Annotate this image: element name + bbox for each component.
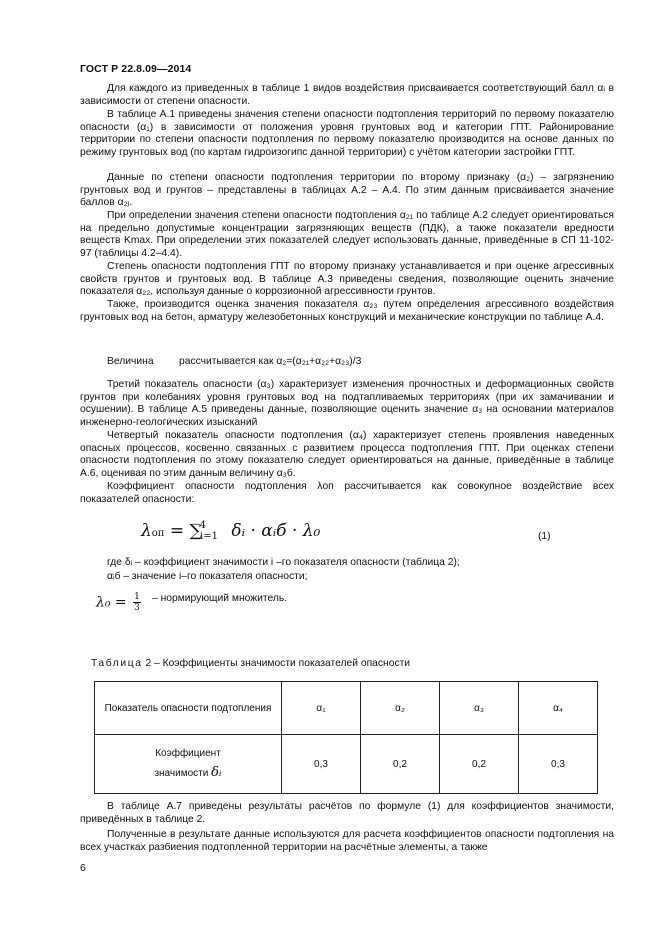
paragraph-1: Для каждого из приведенных в таблице 1 видов воздействия присваивается соответствующий балл αᵢ в зависимости от степени опасности. — [80, 83, 614, 107]
equation-number: (1) — [538, 531, 551, 542]
page-number: 6 — [80, 862, 86, 874]
paragraph-3: Данные по степени опасности подтопления территории по второму признаку (α₂) – загрязнению грунтовых вод и грунтов – представлены в таблицах А.2 – А.4. По этим данным присваивается значение баллов α₂ⱼ. — [80, 172, 614, 209]
paragraph-5: Степень опасности подтопления ГПТ по второму признаку устанавливается и при оценке агрессивных свойств грунтов и грунтовых вод. В таблице А.3 приведены сведения, позволяющие оценить значение показателя α₂₂, используя данные о коррозионной агрессивности грунтов. — [80, 261, 614, 298]
value-cell-a2: 0,2 — [361, 735, 440, 794]
value-cell-a3: 0,2 — [440, 735, 519, 794]
paragraph-11: Полученные в результате данные используются для расчета коэффициентов опасности подтопления на всех участках разбиения подтопленной территории на расчётные элементы, а также — [80, 829, 614, 853]
paragraph-9: Коэффициент опасности подтопления λоп рассчитывается как совокупное воздействие всех показателей опасности: — [80, 481, 614, 505]
table-header-row — [95, 682, 598, 735]
paragraph-7: Третий показатель опасности (α₃) характеризует изменения прочностных и деформационных свойств грунтов при колебаниях уровня грунтовых вод на подтапливаемых территориях (при их замачивании и осушении). В таблице А.5 приведены данные, позволяющие оценить значение α₃ на основании материалов инженерно-геологических изысканий — [80, 379, 614, 428]
formula-lambda-op: λоп = ∑$^4$i=1 δᵢ · αᵢб · λ₀ — [141, 520, 321, 542]
value-cell-a4: 0,3 — [519, 735, 598, 794]
paragraph-8: Четвертый показатель опасности подтопления (α₄) характеризует степень проявления наведенных опасных процессов, косвенно связанных с развитием процесса подтопления ГПТ. При оценках степени опасности подтопления по этому показателю следует ориентироваться на данные, приведённые в таблице А.6, оценивая по этим данным величину α₃б. — [80, 430, 614, 479]
header-cell-a4: α₄ — [519, 682, 598, 735]
lambda0-description: – нормирующий множитель. — [152, 593, 288, 604]
value-cell-a1: 0,3 — [282, 735, 361, 794]
row-label-cell: Коэффициент значимости δᵢ — [95, 735, 282, 794]
where-line-1: где δᵢ – коэффициент значимости i –го показателя опасности (таблица 2); — [107, 557, 460, 568]
velichina-formula: рассчитывается как α₂=(α₂₁+α₂₂+α₂₃)/3 — [179, 356, 362, 367]
where-line-2: αᵢб – значение i–го показателя опасности; — [107, 571, 308, 582]
formula-lambda-0: λ₀ = $\frac{1}{3}$ — [96, 592, 140, 613]
table-row — [95, 735, 598, 794]
paragraph-6: Также, производится оценка значения показателя α₂₃ путем определения агрессивного воздействия грунтовых вод на бетон, арматуру железобетонных конструкций и механические конструкции по таблице А.4. — [80, 299, 614, 323]
fraction: $\frac{1}{3}$ — [134, 592, 140, 613]
header-cell-a3: α₃ — [440, 682, 519, 735]
header-cell-a2: α₂ — [361, 682, 440, 735]
paragraph-2: В таблице А.1 приведены значения степени опасности подтопления территорий по первому показателю опасности (α₁) в зависимости от положения уровня грунтовых вод и категории ГПТ. Районирование территории по степени опасности подтопления по первому показателю производится на основе данных по режиму грунтовых вод (по картам гидроизогипс данной территории) с учётом категории застройки ГПТ. — [80, 109, 614, 158]
table-2-caption: Таблица 2 – Коэффициенты значимости показателей опасности — [91, 658, 411, 669]
document-header: ГОСТ Р 22.8.09—2014 — [80, 63, 192, 75]
paragraph-4: При определении значения степени опасности подтопления α₂₁ по таблице А.2 следует ориентироваться на предельно допустимые концентрации загрязняющих веществ (ПДК), а также показатели вредности веществ Kmax. При определении этих показателей следует использовать данные, приведённые в СП 11-102-97 (таблицы 4.2–4.4). — [80, 210, 614, 259]
header-cell-indicator: Показатель опасности подтопления — [95, 682, 282, 735]
velichina-label: Величина — [107, 356, 154, 367]
paragraph-10: В таблице А.7 приведены результаты расчётов по формуле (1) для коэффициентов значимости, приведённых в таблице 2. — [80, 801, 614, 825]
table-2 — [94, 681, 598, 794]
header-cell-a1: α₁ — [282, 682, 361, 735]
